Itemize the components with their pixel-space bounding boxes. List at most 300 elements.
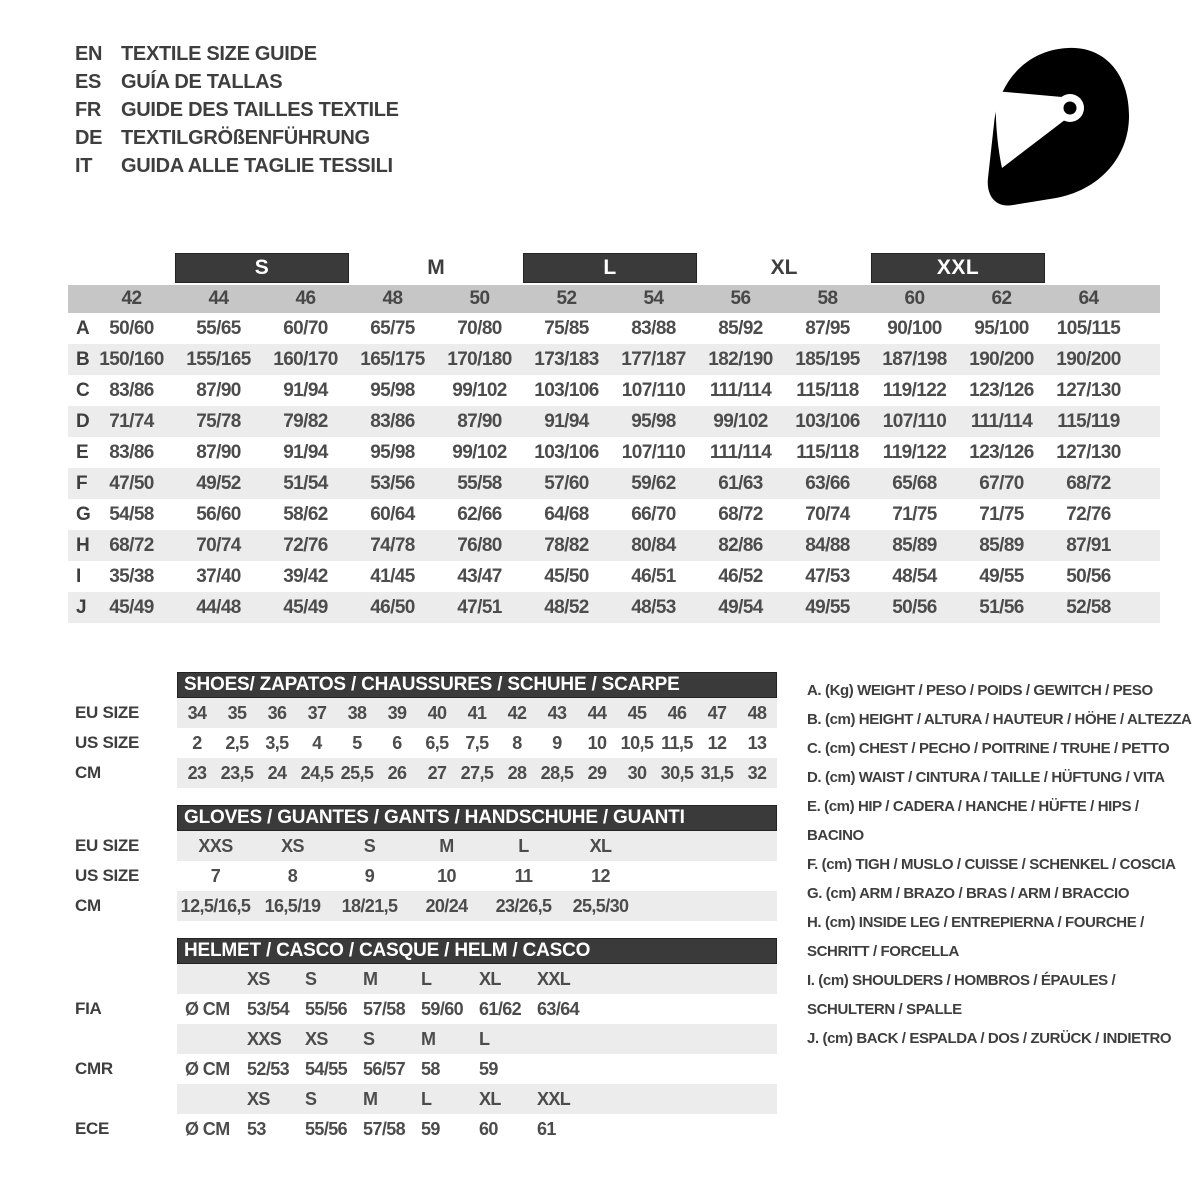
row-label: EU SIZE	[75, 703, 140, 722]
cell-value: 27	[427, 762, 447, 783]
helmet-band	[177, 1084, 777, 1114]
row-label: FIA	[75, 999, 102, 1018]
size-value: 99/102	[713, 410, 768, 432]
helmet-row	[68, 1024, 777, 1054]
row-label: US SIZE	[75, 866, 140, 885]
cell-value: 23,5	[220, 762, 254, 783]
cell-value: XL	[589, 835, 612, 856]
size-value: 47/53	[805, 565, 850, 587]
row-label	[68, 1024, 177, 1054]
cell-value: 46	[667, 702, 687, 723]
cell-value: XS	[305, 1028, 328, 1049]
cell-value: 4	[312, 732, 322, 753]
cell-value: Ø CM	[185, 1118, 230, 1139]
cell-value: S	[363, 835, 376, 856]
helmet-row	[68, 964, 777, 994]
size-value: 50/56	[1066, 565, 1111, 587]
size-value: 185/195	[795, 348, 860, 370]
language-row	[75, 96, 399, 124]
shoes-band	[177, 698, 777, 728]
size-value: 115/118	[796, 379, 859, 401]
size-value: 48/54	[892, 565, 937, 587]
size-value: 173/183	[534, 348, 599, 370]
size-row-f	[68, 468, 1160, 499]
size-value: 190/200	[1056, 348, 1121, 370]
size-value: 155/165	[186, 348, 251, 370]
cell-value: 39	[387, 702, 407, 723]
language-title: GUIDA ALLE TAGLIE TESSILI	[121, 154, 393, 177]
row-letter: F	[76, 472, 88, 494]
size-value: 85/92	[718, 317, 763, 339]
size-value: 45/49	[283, 596, 328, 618]
size-value: 190/200	[969, 348, 1034, 370]
cell-value: 6,5	[425, 732, 449, 753]
row-label: CMR	[75, 1059, 113, 1078]
cell-value: XS	[247, 968, 270, 989]
size-value: 61/63	[718, 472, 763, 494]
size-value: 111/114	[709, 441, 772, 463]
size-value: 91/94	[544, 410, 589, 432]
language-title: GUIDE DES TAILLES TEXTILE	[121, 98, 399, 121]
size-value: 78/82	[544, 534, 589, 556]
size-value: 83/86	[109, 379, 154, 401]
cell-value: 23	[187, 762, 207, 783]
numeric-size-label: 54	[643, 288, 664, 309]
language-title: TEXTILGRÖßENFÜHRUNG	[121, 126, 370, 149]
row-label: ECE	[75, 1119, 110, 1138]
cell-value: 7	[210, 865, 221, 886]
row-letter: A	[76, 317, 90, 339]
helmet-title: HELMET / CASCO / CASQUE / HELM / CASCO	[177, 938, 777, 964]
cell-value: 16,5/19	[264, 895, 321, 916]
size-value: 123/126	[969, 441, 1034, 463]
legend-item: G. (cm) ARM / BRAZO / BRAS / ARM / BRACCIO	[807, 885, 1130, 902]
gloves-row	[68, 831, 777, 861]
size-value: 75/78	[196, 410, 241, 432]
cell-value: 11	[514, 865, 533, 886]
size-value: 53/56	[370, 472, 415, 494]
cell-value: 42	[507, 702, 527, 723]
cell-value: 58	[421, 1058, 440, 1079]
cell-value: 47	[707, 702, 727, 723]
cell-value: 57/58	[363, 1118, 406, 1139]
row-letter: D	[76, 410, 90, 432]
numeric-size-label: 44	[208, 288, 229, 309]
cell-value: XXS	[247, 1028, 282, 1049]
size-value: 46/52	[718, 565, 763, 587]
size-value: 95/98	[631, 410, 676, 432]
cell-value: 24	[267, 762, 287, 783]
cell-value: 18/21,5	[341, 895, 398, 916]
size-value: 105/115	[1056, 317, 1121, 339]
row-label	[68, 964, 177, 994]
size-value: 87/95	[805, 317, 850, 339]
cell-value: L	[518, 835, 529, 856]
cell-value: 5	[352, 732, 362, 753]
cell-value: 35	[227, 702, 247, 723]
cell-value: 29	[587, 762, 607, 783]
cell-value: L	[479, 1028, 490, 1049]
helmet-band	[177, 994, 777, 1024]
size-value: 70/74	[196, 534, 241, 556]
cell-value: 31,5	[700, 762, 734, 783]
size-value: 45/49	[109, 596, 154, 618]
size-value: 85/89	[979, 534, 1024, 556]
cell-value: 28,5	[540, 762, 574, 783]
size-value: 49/52	[196, 472, 241, 494]
cell-value	[177, 964, 245, 994]
size-value: 107/110	[621, 379, 686, 401]
size-value: 83/86	[370, 410, 415, 432]
size-value: 49/55	[979, 565, 1024, 587]
size-value: 50/60	[109, 317, 154, 339]
cell-value: S	[363, 1028, 375, 1049]
cell-value: M	[363, 1088, 378, 1109]
size-value: 65/75	[370, 317, 415, 339]
helmet-band	[177, 1054, 777, 1084]
size-table-body	[68, 313, 1160, 623]
size-value: 72/76	[283, 534, 328, 556]
size-value: 71/75	[892, 503, 937, 525]
size-value: 54/58	[109, 503, 154, 525]
cell-value: 38	[347, 702, 367, 723]
language-code: FR	[75, 98, 102, 121]
helmet-row	[68, 1114, 777, 1144]
size-value: 51/56	[979, 596, 1024, 618]
size-row-a	[68, 313, 1160, 344]
legend-item: A. (Kg) WEIGHT / PESO / POIDS / GEWITCH / PESO	[807, 682, 1153, 699]
numeric-size-label: 64	[1078, 288, 1099, 309]
size-value: 76/80	[457, 534, 502, 556]
numeric-size-label: 60	[904, 288, 925, 309]
cell-value: 28	[507, 762, 527, 783]
cell-value: XS	[281, 835, 304, 856]
cell-value: 44	[587, 702, 607, 723]
cell-value: 55/56	[305, 998, 348, 1019]
size-value: 48/53	[631, 596, 676, 618]
cell-value: XS	[247, 1088, 270, 1109]
size-value: 50/56	[892, 596, 937, 618]
cell-value: 20/24	[425, 895, 468, 916]
size-value: 64/68	[544, 503, 589, 525]
row-letter: I	[76, 565, 82, 587]
row-label: US SIZE	[75, 733, 140, 752]
size-value: 123/126	[969, 379, 1034, 401]
size-value: 83/86	[109, 441, 154, 463]
size-value: 59/62	[631, 472, 676, 494]
size-value: 56/60	[196, 503, 241, 525]
shoes-band	[177, 758, 777, 788]
size-value: 87/90	[196, 441, 241, 463]
size-value: 80/84	[631, 534, 676, 556]
row-letter: G	[76, 503, 91, 525]
size-value: 49/54	[718, 596, 763, 618]
cell-value: 53/54	[247, 998, 290, 1019]
size-value: 70/80	[457, 317, 502, 339]
size-row-g	[68, 499, 1160, 530]
size-group-l: L	[523, 253, 697, 283]
cell-value: 7,5	[465, 732, 489, 753]
size-value: 79/82	[283, 410, 328, 432]
size-value: 70/74	[805, 503, 850, 525]
cell-value: 36	[267, 702, 287, 723]
cell-value: 12,5/16,5	[180, 895, 251, 916]
language-code: EN	[75, 42, 103, 65]
language-row	[75, 124, 399, 152]
size-value: 49/55	[805, 596, 850, 618]
helmet-band	[177, 1024, 777, 1054]
cell-value: 25,5	[340, 762, 374, 783]
size-value: 91/94	[283, 379, 328, 401]
numeric-size-label: 56	[730, 288, 751, 309]
size-value: 91/94	[283, 441, 328, 463]
size-value: 57/60	[544, 472, 589, 494]
size-value: 43/47	[457, 565, 502, 587]
cell-value: 26	[387, 762, 407, 783]
size-value: 74/78	[370, 534, 415, 556]
language-title: TEXTILE SIZE GUIDE	[121, 42, 317, 65]
size-row-d	[68, 406, 1160, 437]
size-group-header-row	[68, 253, 1160, 283]
size-value: 46/50	[370, 596, 415, 618]
cell-value: M	[421, 1028, 436, 1049]
cell-value: 2,5	[225, 732, 249, 753]
gloves-row	[68, 861, 777, 891]
size-value: 170/180	[447, 348, 512, 370]
legend-item: J. (cm) BACK / ESPALDA / DOS / ZURÜCK / INDIETRO	[807, 1030, 1172, 1047]
legend-item: D. (cm) WAIST / CINTURA / TAILLE / HÜFTUNG / VITA	[807, 769, 1165, 786]
size-value: 60/70	[283, 317, 328, 339]
size-value: 87/90	[457, 410, 502, 432]
size-value: 95/98	[370, 441, 415, 463]
cell-value: XL	[479, 1088, 501, 1109]
size-group-xxl: XXL	[871, 253, 1045, 283]
cell-value: S	[305, 968, 317, 989]
size-value: 160/170	[273, 348, 338, 370]
cell-value	[177, 1084, 245, 1114]
numeric-size-label: 46	[295, 288, 316, 309]
size-value: 58/62	[283, 503, 328, 525]
shoes-header-row	[68, 672, 777, 698]
legend-item: I. (cm) SHOULDERS / HOMBROS / ÉPAULES / SCHULTERN / SPALLE	[807, 972, 1116, 1018]
shoes-title: SHOES/ ZAPATOS / CHAUSSURES / SCHUHE / SCARPE	[177, 672, 777, 698]
legend-item: B. (cm) HEIGHT / ALTURA / HAUTEUR / HÖHE / ALTEZZA	[807, 711, 1192, 728]
size-value: 35/38	[109, 565, 154, 587]
size-value: 44/48	[196, 596, 241, 618]
cell-value: XXS	[198, 835, 233, 856]
numeric-size-label: 62	[991, 288, 1012, 309]
size-value: 87/90	[196, 379, 241, 401]
language-row	[75, 152, 399, 180]
cell-value: 34	[187, 702, 207, 723]
size-value: 66/70	[631, 503, 676, 525]
size-value: 65/68	[892, 472, 937, 494]
shoes-band	[177, 728, 777, 758]
language-code: IT	[75, 154, 93, 177]
size-value: 187/198	[882, 348, 947, 370]
legend-item: E. (cm) HIP / CADERA / HANCHE / HÜFTE / HIPS / BACINO	[807, 798, 1139, 844]
cell-value: 52/53	[247, 1058, 290, 1079]
language-code: ES	[75, 70, 102, 93]
size-value: 95/98	[370, 379, 415, 401]
cell-value: 37	[307, 702, 327, 723]
gloves-row	[68, 891, 777, 921]
legend-item: H. (cm) INSIDE LEG / ENTREPIERNA / FOURCHE / SCHRITT / FORCELLA	[807, 914, 1144, 960]
cell-value: 27,5	[460, 762, 494, 783]
cell-value: M	[363, 968, 378, 989]
cell-value: Ø CM	[185, 1058, 230, 1079]
size-value: 39/42	[283, 565, 328, 587]
cell-value: 60	[479, 1118, 498, 1139]
cell-value	[177, 1024, 245, 1054]
cell-value: L	[421, 968, 432, 989]
size-value: 111/114	[709, 379, 772, 401]
cell-value: 43	[547, 702, 567, 723]
cell-value: 41	[467, 702, 487, 723]
size-value: 71/75	[979, 503, 1024, 525]
size-value: 90/100	[887, 317, 942, 339]
size-value: 55/65	[196, 317, 241, 339]
size-value: 87/91	[1066, 534, 1111, 556]
cell-value: 8	[287, 865, 298, 886]
size-group-m: M	[427, 256, 445, 279]
size-row-j	[68, 592, 1160, 623]
size-value: 107/110	[882, 410, 947, 432]
cell-value: 24,5	[300, 762, 334, 783]
size-value: 95/100	[974, 317, 1029, 339]
cell-value: 40	[427, 702, 447, 723]
size-value: 103/106	[534, 441, 599, 463]
size-value: 68/72	[109, 534, 154, 556]
cell-value: L	[421, 1088, 432, 1109]
language-row	[75, 40, 399, 68]
cell-value: 9	[552, 732, 562, 753]
textile-size-table	[68, 253, 1160, 623]
size-value: 45/50	[544, 565, 589, 587]
cell-value: 3,5	[265, 732, 289, 753]
cell-value: 25,5/30	[572, 895, 629, 916]
row-letter: J	[76, 596, 87, 618]
size-value: 52/58	[1066, 596, 1111, 618]
size-value: 83/88	[631, 317, 676, 339]
legend-item: F. (cm) TIGH / MUSLO / CUISSE / SCHENKEL / COSCIA	[807, 856, 1176, 873]
cell-value: 53	[247, 1118, 266, 1139]
cell-value: 61	[537, 1118, 556, 1139]
size-row-b	[68, 344, 1160, 375]
size-value: 84/88	[805, 534, 850, 556]
numeric-size-label: 58	[817, 288, 838, 309]
size-row-e	[68, 437, 1160, 468]
size-group-s: S	[175, 253, 349, 283]
helmet-row	[68, 1054, 777, 1084]
cell-value: 63/64	[537, 998, 580, 1019]
language-title: GUÍA DE TALLAS	[121, 70, 283, 93]
size-value: 41/45	[370, 565, 415, 587]
size-value: 46/51	[631, 565, 676, 587]
numeric-size-label: 42	[121, 288, 142, 309]
cell-value: M	[439, 835, 454, 856]
row-label: CM	[75, 896, 101, 915]
numeric-size-label: 52	[556, 288, 577, 309]
cell-value: 8	[512, 732, 522, 753]
cell-value: 30	[627, 762, 647, 783]
cell-value: 59	[421, 1118, 440, 1139]
cell-value: S	[305, 1088, 317, 1109]
numeric-header-spacer	[68, 285, 88, 313]
size-value: 62/66	[457, 503, 502, 525]
size-value: 75/85	[544, 317, 589, 339]
helmet-size-table	[68, 938, 777, 1144]
size-value: 103/106	[795, 410, 860, 432]
cell-value: 45	[627, 702, 647, 723]
racing-helmet-icon	[982, 42, 1134, 214]
size-value: 115/118	[796, 441, 859, 463]
size-value: 37/40	[196, 565, 241, 587]
cell-value: 10	[587, 732, 607, 753]
size-value: 68/72	[1066, 472, 1111, 494]
numeric-size-header-row	[68, 285, 1160, 313]
shoes-row	[68, 758, 777, 788]
size-value: 55/58	[457, 472, 502, 494]
size-value: 63/66	[805, 472, 850, 494]
row-letter: E	[76, 441, 89, 463]
legend-item: C. (cm) CHEST / PECHO / POITRINE / TRUHE / PETTO	[807, 740, 1170, 757]
numeric-size-label: 50	[469, 288, 490, 309]
cell-value: XXL	[537, 1088, 571, 1109]
size-value: 107/110	[621, 441, 686, 463]
size-value: 67/70	[979, 472, 1024, 494]
cell-value: 12	[707, 732, 727, 753]
row-label	[68, 1084, 177, 1114]
language-title-block	[75, 40, 399, 180]
row-label	[68, 938, 177, 964]
size-value: 115/119	[1057, 410, 1120, 432]
cell-value: 11,5	[661, 732, 693, 753]
size-value: 99/102	[452, 379, 507, 401]
size-value: 177/187	[621, 348, 686, 370]
language-row	[75, 68, 399, 96]
cell-value: 10,5	[620, 732, 654, 753]
gloves-header-row	[68, 805, 777, 831]
measurement-legend	[807, 676, 1199, 1053]
size-value: 72/76	[1066, 503, 1111, 525]
shoes-row	[68, 728, 777, 758]
row-label: CM	[75, 763, 101, 782]
size-value: 47/50	[109, 472, 154, 494]
size-value: 85/89	[892, 534, 937, 556]
cell-value: 59/60	[421, 998, 464, 1019]
language-code: DE	[75, 126, 103, 149]
size-row-c	[68, 375, 1160, 406]
size-value: 47/51	[457, 596, 502, 618]
row-letter: C	[76, 379, 90, 401]
size-value: 71/74	[109, 410, 154, 432]
shoes-row	[68, 698, 777, 728]
size-value: 51/54	[283, 472, 328, 494]
size-row-i	[68, 561, 1160, 592]
gloves-band	[177, 831, 777, 861]
helmet-row	[68, 994, 777, 1024]
gloves-title: GLOVES / GUANTES / GANTS / HANDSCHUHE / GUANTI	[177, 805, 777, 831]
row-label: EU SIZE	[75, 836, 140, 855]
cell-value: XL	[479, 968, 501, 989]
row-label	[68, 805, 177, 831]
size-value: 127/130	[1056, 379, 1121, 401]
size-value: 60/64	[370, 503, 415, 525]
size-value: 111/114	[970, 410, 1033, 432]
cell-value: 56/57	[363, 1058, 406, 1079]
helmet-band	[177, 1114, 777, 1144]
